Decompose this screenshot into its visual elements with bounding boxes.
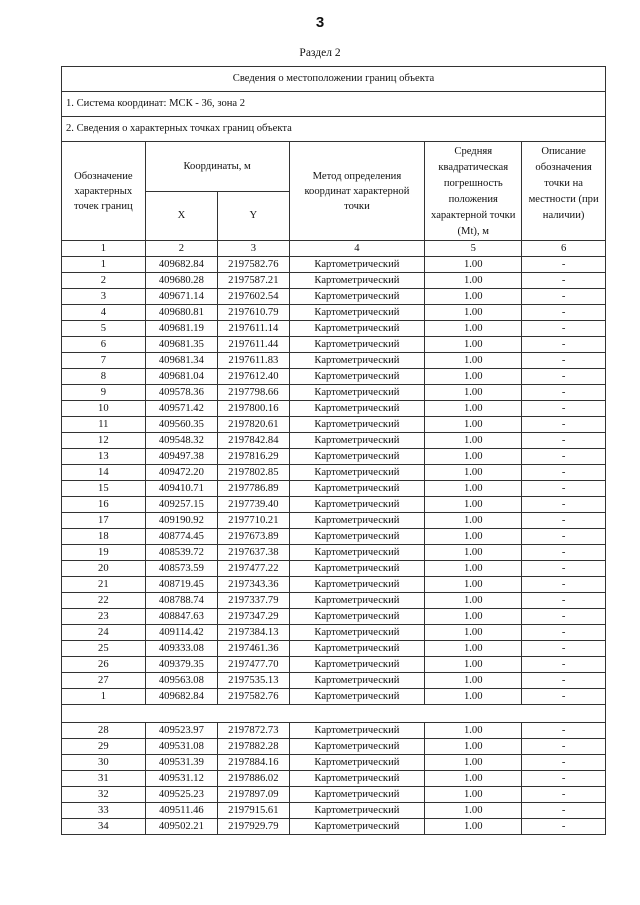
point-number: 12 (62, 433, 146, 449)
table-row (62, 417, 606, 433)
coord-y: 2197477.22 (218, 561, 289, 577)
method: Картометрический (289, 257, 425, 273)
coord-y: 2197611.44 (218, 337, 289, 353)
point-number: 24 (62, 625, 146, 641)
point-number: 6 (62, 337, 146, 353)
coord-y: 2197800.16 (218, 401, 289, 417)
description: - (522, 417, 606, 433)
error-mt: 1.00 (425, 819, 522, 835)
coord-x: 409379.35 (145, 657, 217, 673)
table-row (62, 305, 606, 321)
coord-y: 2197337.79 (218, 593, 289, 609)
table-row (62, 657, 606, 673)
method: Картометрический (289, 289, 425, 305)
description: - (522, 257, 606, 273)
error-mt: 1.00 (425, 625, 522, 641)
coord-y: 2197802.85 (218, 465, 289, 481)
table-row (62, 433, 606, 449)
coord-x: 409497.38 (145, 449, 217, 465)
coord-x: 409114.42 (145, 625, 217, 641)
method: Картометрический (289, 273, 425, 289)
description: - (522, 433, 606, 449)
error-mt: 1.00 (425, 289, 522, 305)
column-number: 4 (289, 241, 425, 257)
description: - (522, 449, 606, 465)
error-mt: 1.00 (425, 787, 522, 803)
table-row (62, 513, 606, 529)
table-row (62, 481, 606, 497)
error-mt: 1.00 (425, 497, 522, 513)
coord-y: 2197347.29 (218, 609, 289, 625)
coord-x: 409578.36 (145, 385, 217, 401)
column-numbers-row (62, 241, 606, 257)
coord-x: 408774.45 (145, 529, 217, 545)
coord-x: 409680.81 (145, 305, 217, 321)
coord-x: 409571.42 (145, 401, 217, 417)
error-mt: 1.00 (425, 337, 522, 353)
description: - (522, 385, 606, 401)
coord-y: 2197477.70 (218, 657, 289, 673)
coord-x: 409681.19 (145, 321, 217, 337)
error-mt: 1.00 (425, 257, 522, 273)
coord-y: 2197820.61 (218, 417, 289, 433)
error-mt: 1.00 (425, 561, 522, 577)
description: - (522, 593, 606, 609)
coord-y: 2197587.21 (218, 273, 289, 289)
method: Картометрический (289, 723, 425, 739)
coord-x: 408788.74 (145, 593, 217, 609)
coord-x: 408719.45 (145, 577, 217, 593)
point-number: 10 (62, 401, 146, 417)
coord-y: 2197710.21 (218, 513, 289, 529)
method: Картометрический (289, 497, 425, 513)
column-number: 1 (62, 241, 146, 257)
coord-y: 2197610.79 (218, 305, 289, 321)
method: Картометрический (289, 513, 425, 529)
coord-y: 2197611.83 (218, 353, 289, 369)
column-number: 6 (522, 241, 606, 257)
point-number: 14 (62, 465, 146, 481)
header-x: X (145, 191, 217, 241)
point-number: 18 (62, 529, 146, 545)
coord-x: 409560.35 (145, 417, 217, 433)
table-row (62, 449, 606, 465)
table-row (62, 545, 606, 561)
header-error: Средняя квадратическая погрешность положения характерной точки (Mt), м (425, 142, 522, 241)
error-mt: 1.00 (425, 273, 522, 289)
coord-y: 2197535.13 (218, 673, 289, 689)
error-mt: 1.00 (425, 417, 522, 433)
coord-y: 2197612.40 (218, 369, 289, 385)
method: Картометрический (289, 803, 425, 819)
description: - (522, 513, 606, 529)
point-number: 22 (62, 593, 146, 609)
table-row (62, 771, 606, 787)
method: Картометрический (289, 561, 425, 577)
error-mt: 1.00 (425, 513, 522, 529)
point-number: 1 (62, 689, 146, 705)
description: - (522, 289, 606, 305)
error-mt: 1.00 (425, 673, 522, 689)
coord-x: 408539.72 (145, 545, 217, 561)
coord-x: 409410.71 (145, 481, 217, 497)
description: - (522, 529, 606, 545)
point-number: 13 (62, 449, 146, 465)
point-number: 16 (62, 497, 146, 513)
point-number: 30 (62, 755, 146, 771)
error-mt: 1.00 (425, 771, 522, 787)
error-mt: 1.00 (425, 529, 522, 545)
error-mt: 1.00 (425, 641, 522, 657)
point-number: 34 (62, 819, 146, 835)
method: Картометрический (289, 321, 425, 337)
coord-y: 2197816.29 (218, 449, 289, 465)
table-row (62, 337, 606, 353)
method: Картометрический (289, 689, 425, 705)
coord-y: 2197882.28 (218, 739, 289, 755)
coord-x: 409511.46 (145, 803, 217, 819)
method: Картометрический (289, 609, 425, 625)
coord-y: 2197842.84 (218, 433, 289, 449)
header-designation: Обозначение характерных точек границ (62, 142, 146, 241)
error-mt: 1.00 (425, 689, 522, 705)
method: Картометрический (289, 641, 425, 657)
method: Картометрический (289, 401, 425, 417)
description: - (522, 497, 606, 513)
method: Картометрический (289, 433, 425, 449)
method: Картометрический (289, 385, 425, 401)
group-separator (62, 705, 606, 723)
table-row (62, 353, 606, 369)
column-number: 3 (218, 241, 289, 257)
method: Картометрический (289, 353, 425, 369)
point-number: 4 (62, 305, 146, 321)
method: Картометрический (289, 577, 425, 593)
description: - (522, 787, 606, 803)
description: - (522, 771, 606, 787)
description: - (522, 369, 606, 385)
method: Картометрический (289, 545, 425, 561)
table-row (62, 465, 606, 481)
description: - (522, 337, 606, 353)
coord-y: 2197884.16 (218, 755, 289, 771)
coord-y: 2197929.79 (218, 819, 289, 835)
coord-x: 409257.15 (145, 497, 217, 513)
error-mt: 1.00 (425, 353, 522, 369)
point-number: 29 (62, 739, 146, 755)
method: Картометрический (289, 417, 425, 433)
table-row (62, 723, 606, 739)
table-row (62, 257, 606, 273)
table-row (62, 561, 606, 577)
method: Картометрический (289, 739, 425, 755)
coord-y: 2197886.02 (218, 771, 289, 787)
coord-x: 409502.21 (145, 819, 217, 835)
table-row (62, 593, 606, 609)
description: - (522, 273, 606, 289)
error-mt: 1.00 (425, 723, 522, 739)
page-number: 3 (315, 14, 325, 31)
separator-cell (62, 705, 606, 723)
point-number: 19 (62, 545, 146, 561)
error-mt: 1.00 (425, 545, 522, 561)
description: - (522, 321, 606, 337)
coord-x: 409531.12 (145, 771, 217, 787)
coord-y: 2197384.13 (218, 625, 289, 641)
coord-x: 408573.59 (145, 561, 217, 577)
point-number: 26 (62, 657, 146, 673)
error-mt: 1.00 (425, 609, 522, 625)
coord-x: 409525.23 (145, 787, 217, 803)
coord-x: 409671.14 (145, 289, 217, 305)
coord-x: 409563.08 (145, 673, 217, 689)
description: - (522, 625, 606, 641)
boundary-points-table (61, 66, 606, 835)
table-row (62, 577, 606, 593)
coord-y: 2197461.36 (218, 641, 289, 657)
point-number: 3 (62, 289, 146, 305)
coord-x: 409333.08 (145, 641, 217, 657)
point-number: 11 (62, 417, 146, 433)
table-row (62, 803, 606, 819)
description: - (522, 657, 606, 673)
table-row (62, 673, 606, 689)
coord-x: 409681.34 (145, 353, 217, 369)
table-row (62, 529, 606, 545)
method: Картометрический (289, 465, 425, 481)
coord-x: 409472.20 (145, 465, 217, 481)
table-row (62, 755, 606, 771)
error-mt: 1.00 (425, 739, 522, 755)
description: - (522, 465, 606, 481)
coord-x: 409681.04 (145, 369, 217, 385)
points-heading: 2. Сведения о характерных точках границ объекта (62, 117, 606, 142)
coord-x: 408847.63 (145, 609, 217, 625)
coord-y: 2197673.89 (218, 529, 289, 545)
point-number: 7 (62, 353, 146, 369)
description: - (522, 803, 606, 819)
method: Картометрический (289, 673, 425, 689)
coord-y: 2197786.89 (218, 481, 289, 497)
coord-x: 409681.35 (145, 337, 217, 353)
coord-y: 2197343.36 (218, 577, 289, 593)
error-mt: 1.00 (425, 401, 522, 417)
method: Картометрический (289, 771, 425, 787)
description: - (522, 545, 606, 561)
coord-x: 409548.32 (145, 433, 217, 449)
point-number: 5 (62, 321, 146, 337)
table-row (62, 739, 606, 755)
table-row (62, 369, 606, 385)
method: Картометрический (289, 529, 425, 545)
column-number: 5 (425, 241, 522, 257)
table-row (62, 497, 606, 513)
point-number: 33 (62, 803, 146, 819)
point-number: 28 (62, 723, 146, 739)
coord-y: 2197897.09 (218, 787, 289, 803)
table-row (62, 689, 606, 705)
point-number: 27 (62, 673, 146, 689)
description: - (522, 305, 606, 321)
header-method: Метод определения координат характерной точки (289, 142, 425, 241)
coord-x: 409531.08 (145, 739, 217, 755)
error-mt: 1.00 (425, 803, 522, 819)
coord-x: 409682.84 (145, 689, 217, 705)
coord-x: 409523.97 (145, 723, 217, 739)
coord-system: 1. Система координат: МСК - 36, зона 2 (62, 92, 606, 117)
description: - (522, 577, 606, 593)
method: Картометрический (289, 305, 425, 321)
method: Картометрический (289, 787, 425, 803)
description: - (522, 689, 606, 705)
error-mt: 1.00 (425, 593, 522, 609)
error-mt: 1.00 (425, 755, 522, 771)
table-row (62, 273, 606, 289)
error-mt: 1.00 (425, 481, 522, 497)
section-title: Раздел 2 (299, 47, 341, 59)
description: - (522, 723, 606, 739)
coord-y: 2197602.54 (218, 289, 289, 305)
point-number: 1 (62, 257, 146, 273)
error-mt: 1.00 (425, 465, 522, 481)
coord-y: 2197611.14 (218, 321, 289, 337)
error-mt: 1.00 (425, 433, 522, 449)
table-row (62, 787, 606, 803)
point-number: 23 (62, 609, 146, 625)
table-row (62, 385, 606, 401)
error-mt: 1.00 (425, 369, 522, 385)
point-number: 15 (62, 481, 146, 497)
method: Картометрический (289, 593, 425, 609)
column-number: 2 (145, 241, 217, 257)
point-number: 8 (62, 369, 146, 385)
coord-y: 2197582.76 (218, 689, 289, 705)
coord-y: 2197637.38 (218, 545, 289, 561)
point-number: 31 (62, 771, 146, 787)
method: Картометрический (289, 625, 425, 641)
method: Картометрический (289, 449, 425, 465)
method: Картометрический (289, 481, 425, 497)
header-y: Y (218, 191, 289, 241)
point-number: 21 (62, 577, 146, 593)
description: - (522, 673, 606, 689)
coord-x: 409190.92 (145, 513, 217, 529)
table-row (62, 819, 606, 835)
error-mt: 1.00 (425, 577, 522, 593)
table-row (62, 289, 606, 305)
coord-y: 2197872.73 (218, 723, 289, 739)
description: - (522, 561, 606, 577)
header-description: Описание обозначения точки на местности (при наличии) (522, 142, 606, 241)
point-number: 32 (62, 787, 146, 803)
description: - (522, 755, 606, 771)
error-mt: 1.00 (425, 449, 522, 465)
description: - (522, 481, 606, 497)
method: Картометрический (289, 819, 425, 835)
description: - (522, 641, 606, 657)
coord-x: 409680.28 (145, 273, 217, 289)
error-mt: 1.00 (425, 657, 522, 673)
coord-x: 409531.39 (145, 755, 217, 771)
error-mt: 1.00 (425, 321, 522, 337)
description: - (522, 353, 606, 369)
coord-y: 2197915.61 (218, 803, 289, 819)
point-number: 9 (62, 385, 146, 401)
point-number: 2 (62, 273, 146, 289)
table-row (62, 641, 606, 657)
error-mt: 1.00 (425, 385, 522, 401)
point-number: 25 (62, 641, 146, 657)
method: Картометрический (289, 337, 425, 353)
description: - (522, 739, 606, 755)
error-mt: 1.00 (425, 305, 522, 321)
table-row (62, 401, 606, 417)
method: Картометрический (289, 755, 425, 771)
description: - (522, 609, 606, 625)
table-row (62, 625, 606, 641)
table-row (62, 609, 606, 625)
point-number: 20 (62, 561, 146, 577)
header-coordinates: Координаты, м (145, 142, 289, 192)
coord-y: 2197798.66 (218, 385, 289, 401)
table-title: Сведения о местоположении границ объекта (62, 67, 606, 92)
coord-x: 409682.84 (145, 257, 217, 273)
coord-y: 2197739.40 (218, 497, 289, 513)
method: Картометрический (289, 657, 425, 673)
point-number: 17 (62, 513, 146, 529)
coord-y: 2197582.76 (218, 257, 289, 273)
description: - (522, 401, 606, 417)
description: - (522, 819, 606, 835)
table-row (62, 321, 606, 337)
method: Картометрический (289, 369, 425, 385)
